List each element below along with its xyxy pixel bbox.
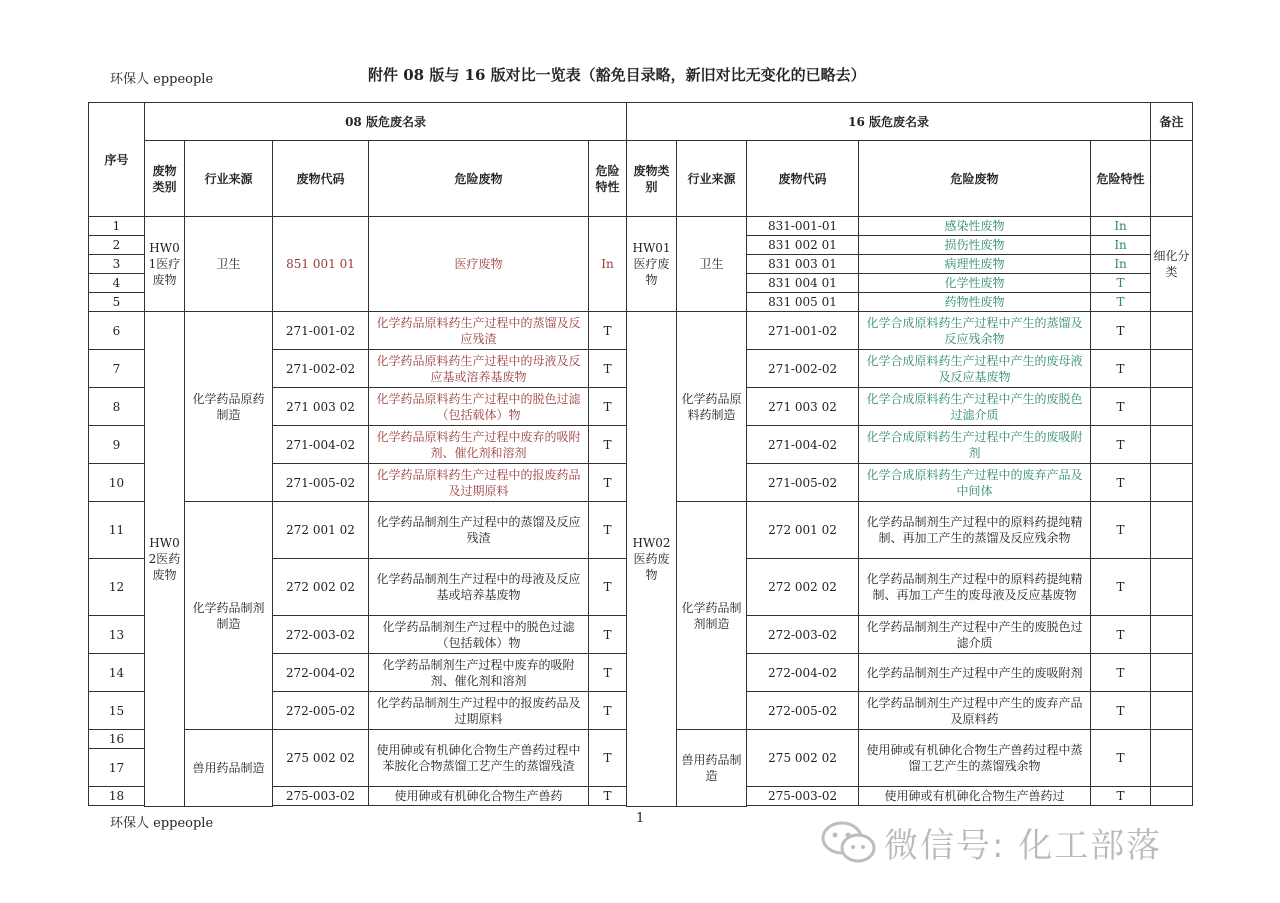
hw02-code-08: 272-004-02 (273, 654, 369, 692)
remark-cell (1151, 787, 1193, 806)
col-header-08-waste: 危险废物 (369, 141, 589, 217)
hw02-code-08: 272-003-02 (273, 616, 369, 654)
hw02-waste-16: 化学合成原料药生产过程中的废弃产品及中间体 (859, 464, 1091, 502)
hw01-waste-16: 化学性废物 (859, 274, 1091, 293)
hw02-char-16: T (1091, 426, 1151, 464)
hw02-waste-16: 化学合成原料药生产过程中产生的废母液及反应基废物 (859, 350, 1091, 388)
remark-cell (1151, 388, 1193, 426)
hw02-char-16: T (1091, 730, 1151, 787)
hw02-waste-08: 化学药品制剂生产过程中的母液及反应基或培养基废物 (369, 559, 589, 616)
hw01-char-08: In (589, 217, 627, 312)
hw02-code-08: 272-005-02 (273, 692, 369, 730)
remark-cell (1151, 350, 1193, 388)
hw01-category-08: HW01医疗废物 (145, 217, 185, 312)
hw01-waste-08: 医疗废物 (369, 217, 589, 312)
seq-cell: 13 (89, 616, 145, 654)
hw01-category-16: HW01医疗废物 (627, 217, 677, 312)
seq-cell: 6 (89, 312, 145, 350)
hw02-char-08: T (589, 388, 627, 426)
seq-cell: 5 (89, 293, 145, 312)
hw01-code-08: 851 001 01 (273, 217, 369, 312)
hw02-waste-08: 化学药品原料药生产过程中的脱色过滤（包括载体）物 (369, 388, 589, 426)
hw02-code-16: 271-004-02 (747, 426, 859, 464)
remark-cell (1151, 426, 1193, 464)
seq-cell: 1 (89, 217, 145, 236)
group-header-08: 08 版危废名录 (145, 103, 627, 141)
hw02-industry-08-b: 化学药品制剂制造 (185, 502, 273, 730)
col-header-08-characteristic: 危险特性 (589, 141, 627, 217)
hw02-char-08: T (589, 426, 627, 464)
hw02-waste-08: 化学药品制剂生产过程中废弃的吸附剂、催化剂和溶剂 (369, 654, 589, 692)
remark-cell (1151, 312, 1193, 350)
col-header-remark: 备注 (1151, 103, 1193, 141)
wechat-icon (820, 820, 878, 866)
col-header-seq: 序号 (89, 103, 145, 217)
hw02-code-16: 272-004-02 (747, 654, 859, 692)
hw02-char-08: T (589, 692, 627, 730)
hw01-char-16: T (1091, 293, 1151, 312)
hw01-code-16: 831-001-01 (747, 217, 859, 236)
hw02-code-16: 272-005-02 (747, 692, 859, 730)
hw02-char-08: T (589, 350, 627, 388)
hw01-waste-16: 感染性废物 (859, 217, 1091, 236)
hw02-waste-16: 化学药品制剂生产过程中产生的废吸附剂 (859, 654, 1091, 692)
hw02-code-16: 275 002 02 (747, 730, 859, 787)
remark-cell (1151, 464, 1193, 502)
hw02-code-08: 271-004-02 (273, 426, 369, 464)
remark-cell (1151, 559, 1193, 616)
seq-cell: 17 (89, 749, 145, 787)
hw01-code-16: 831 004 01 (747, 274, 859, 293)
seq-cell: 8 (89, 388, 145, 426)
hw02-char-08: T (589, 730, 627, 787)
seq-cell: 18 (89, 787, 145, 806)
header-row-2 (89, 141, 1193, 217)
hw02-code-16: 271-005-02 (747, 464, 859, 502)
hw02-waste-16: 化学合成原料药生产过程中产生的废吸附剂 (859, 426, 1091, 464)
hw02-waste-08: 化学药品制剂生产过程中的脱色过滤（包括载体）物 (369, 616, 589, 654)
hw02-industry-16-b: 化学药品制剂制造 (677, 502, 747, 730)
footer-left-text: 环保人 eppeople (110, 816, 214, 831)
hw02-waste-08: 化学药品制剂生产过程中的蒸馏及反应残渣 (369, 502, 589, 559)
hw01-char-16: In (1091, 255, 1151, 274)
hw02-code-16: 272-003-02 (747, 616, 859, 654)
seq-cell: 2 (89, 236, 145, 255)
hw02-char-16: T (1091, 787, 1151, 806)
seq-cell: 9 (89, 426, 145, 464)
comparison-table (88, 102, 1193, 807)
hw02-waste-16: 化学药品制剂生产过程中的原料药提纯精制、再加工产生的蒸馏及反应残余物 (859, 502, 1091, 559)
hw02-waste-16: 化学合成原料药生产过程中产生的废脱色过滤介质 (859, 388, 1091, 426)
hw02-waste-08: 化学药品原料药生产过程中废弃的吸附剂、催化剂和溶剂 (369, 426, 589, 464)
hw02-industry-08-c: 兽用药品制造 (185, 730, 273, 807)
col-header-16-industry: 行业来源 (677, 141, 747, 217)
seq-cell: 12 (89, 559, 145, 616)
hw02-industry-16-c: 兽用药品制造 (677, 730, 747, 807)
page-title: 附件 08 版与 16 版对比一览表（豁免目录略，新旧对比无变化的已略去） (368, 66, 866, 84)
hw01-waste-16: 药物性废物 (859, 293, 1091, 312)
hw02-waste-08: 使用砷或有机砷化合物生产兽药过程中苯胺化合物蒸馏工艺产生的蒸馏残渣 (369, 730, 589, 787)
hw01-industry-08: 卫生 (185, 217, 273, 312)
hw02-waste-16: 化学合成原料药生产过程中产生的蒸馏及反应残余物 (859, 312, 1091, 350)
hw02-char-16: T (1091, 692, 1151, 730)
hw01-code-16: 831 005 01 (747, 293, 859, 312)
hw02-waste-16: 使用砷或有机砷化合物生产兽药过 (859, 787, 1091, 806)
hw02-char-16: T (1091, 464, 1151, 502)
col-header-16-code: 废物代码 (747, 141, 859, 217)
hw01-code-16: 831 003 01 (747, 255, 859, 274)
hw02-waste-08: 化学药品原料药生产过程中的报废药品及过期原料 (369, 464, 589, 502)
hw02-code-08: 271-005-02 (273, 464, 369, 502)
watermark (820, 818, 1162, 867)
seq-cell: 4 (89, 274, 145, 293)
hw02-code-16: 271-002-02 (747, 350, 859, 388)
hw02-char-16: T (1091, 654, 1151, 692)
hw02-char-16: T (1091, 559, 1151, 616)
hw01-waste-16: 病理性废物 (859, 255, 1091, 274)
seq-cell: 10 (89, 464, 145, 502)
col-header-16-waste: 危险废物 (859, 141, 1091, 217)
hw02-char-08: T (589, 787, 627, 806)
hw02-code-16: 272 002 02 (747, 559, 859, 616)
hw02-waste-08: 化学药品制剂生产过程中的报废药品及过期原料 (369, 692, 589, 730)
header-left-text: 环保人 eppeople (110, 72, 214, 87)
seq-cell: 16 (89, 730, 145, 749)
col-header-08-industry: 行业来源 (185, 141, 273, 217)
seq-cell: 15 (89, 692, 145, 730)
col-header-08-code: 废物代码 (273, 141, 369, 217)
hw02-code-16: 271-001-02 (747, 312, 859, 350)
hw02-category-16: HW02医药废物 (627, 312, 677, 807)
hw02-char-08: T (589, 616, 627, 654)
hw02-code-08: 271 003 02 (273, 388, 369, 426)
col-header-remark-blank (1151, 141, 1193, 217)
seq-cell: 11 (89, 502, 145, 559)
hw02-char-08: T (589, 559, 627, 616)
watermark-text: 微信号: 化工部落 (884, 826, 1163, 866)
hw02-code-08: 275-003-02 (273, 787, 369, 806)
hw01-remark: 细化分类 (1151, 217, 1193, 312)
hw01-industry-16: 卫生 (677, 217, 747, 312)
hw02-char-16: T (1091, 616, 1151, 654)
hw02-char-08: T (589, 654, 627, 692)
page-number: 1 (636, 811, 645, 826)
hw02-waste-16: 使用砷或有机砷化合物生产兽药过程中蒸馏工艺产生的蒸馏残余物 (859, 730, 1091, 787)
hw02-waste-08: 化学药品原料药生产过程中的母液及反应基或溶养基废物 (369, 350, 589, 388)
table-row (89, 312, 1193, 350)
hw02-code-08: 272 001 02 (273, 502, 369, 559)
seq-cell: 3 (89, 255, 145, 274)
group-header-16: 16 版危废名录 (627, 103, 1151, 141)
seq-cell: 14 (89, 654, 145, 692)
hw01-char-16: In (1091, 217, 1151, 236)
remark-cell (1151, 654, 1193, 692)
hw02-char-16: T (1091, 388, 1151, 426)
hw02-char-16: T (1091, 312, 1151, 350)
hw02-code-16: 271 003 02 (747, 388, 859, 426)
hw01-char-16: In (1091, 236, 1151, 255)
col-header-08-category: 废物类别 (145, 141, 185, 217)
hw02-code-16: 275-003-02 (747, 787, 859, 806)
hw02-code-08: 271-001-02 (273, 312, 369, 350)
hw02-code-16: 272 001 02 (747, 502, 859, 559)
hw02-industry-08-a: 化学药品原药制造 (185, 312, 273, 502)
col-header-16-category: 废物类别 (627, 141, 677, 217)
col-header-16-characteristic: 危险特性 (1091, 141, 1151, 217)
hw01-waste-16: 损伤性废物 (859, 236, 1091, 255)
remark-cell (1151, 616, 1193, 654)
hw02-char-16: T (1091, 350, 1151, 388)
hw02-category-08: HW02医药废物 (145, 312, 185, 807)
hw02-char-16: T (1091, 502, 1151, 559)
hw02-char-08: T (589, 312, 627, 350)
hw02-code-08: 275 002 02 (273, 730, 369, 787)
hw02-waste-08: 化学药品原料药生产过程中的蒸馏及反应残渣 (369, 312, 589, 350)
remark-cell (1151, 502, 1193, 559)
hw02-char-08: T (589, 464, 627, 502)
header-row-1 (89, 103, 1193, 141)
seq-cell: 7 (89, 350, 145, 388)
hw01-char-16: T (1091, 274, 1151, 293)
hw01-code-16: 831 002 01 (747, 236, 859, 255)
remark-cell (1151, 730, 1193, 787)
hw02-code-08: 272 002 02 (273, 559, 369, 616)
hw02-char-08: T (589, 502, 627, 559)
hw02-waste-16: 化学药品制剂生产过程中的原料药提纯精制、再加工产生的废母液及反应基废物 (859, 559, 1091, 616)
hw02-waste-16: 化学药品制剂生产过程中产生的废脱色过滤介质 (859, 616, 1091, 654)
hw02-waste-16: 化学药品制剂生产过程中产生的废弃产品及原料药 (859, 692, 1091, 730)
remark-cell (1151, 692, 1193, 730)
hw02-code-08: 271-002-02 (273, 350, 369, 388)
hw02-industry-16-a: 化学药品原料药制造 (677, 312, 747, 502)
table-row (89, 217, 1193, 236)
hw02-waste-08: 使用砷或有机砷化合物生产兽药 (369, 787, 589, 806)
